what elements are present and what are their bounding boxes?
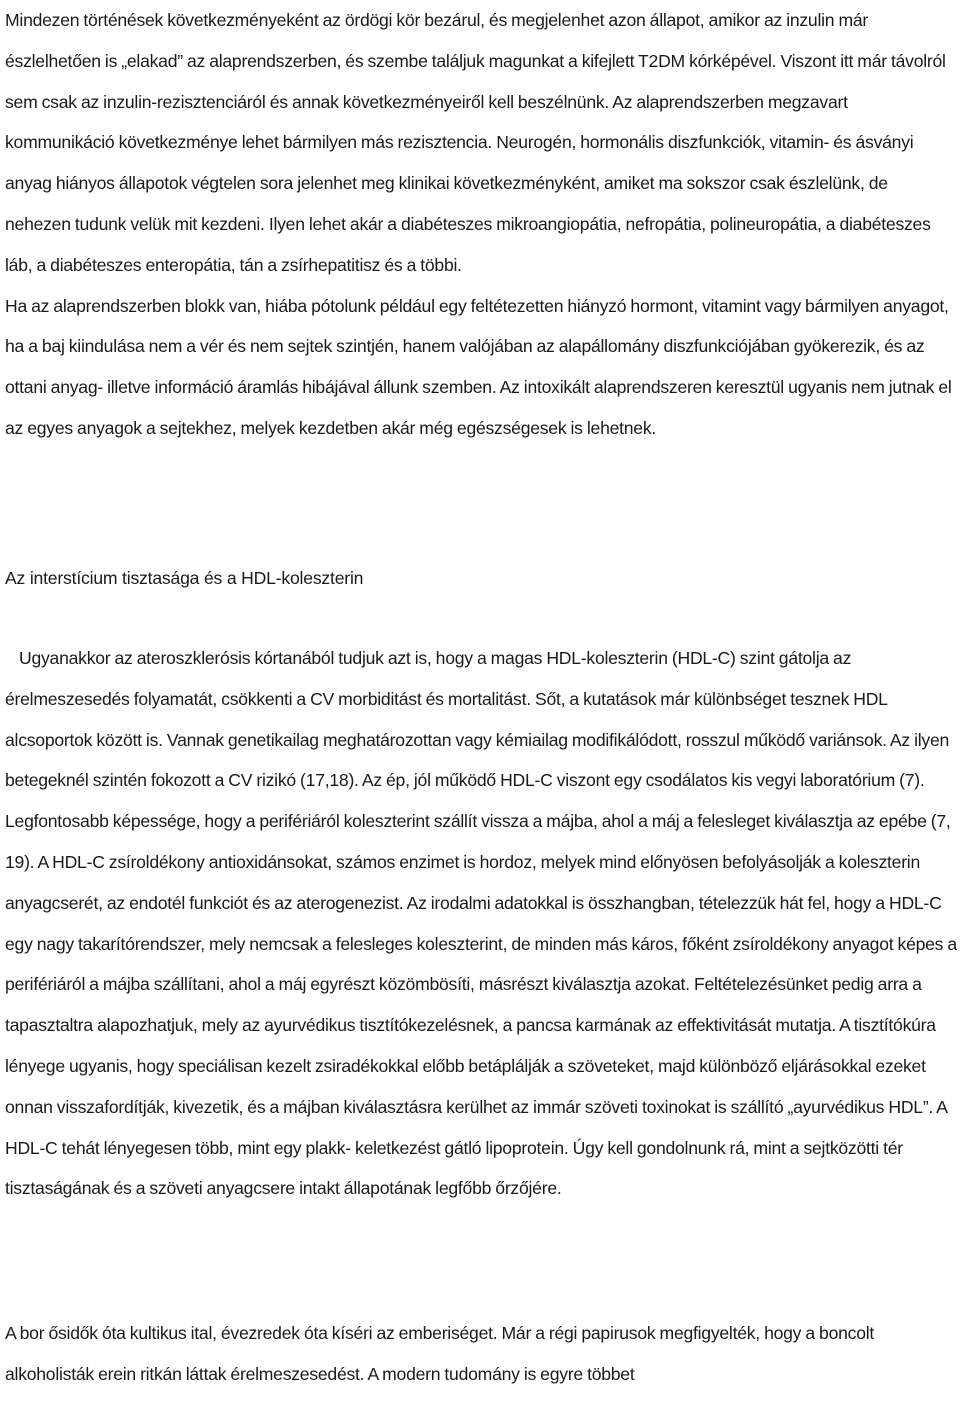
paragraph-wine: A bor ősidők óta kultikus ital, évezredek óta kíséri az emberiséget. Már a régi papirusok megfigyelték, hogy a boncolt alkoholisták erein ritkán láttak érelmeszesedést. A modern tudomány is egyre többet bbox=[5, 1323, 875, 1384]
section-heading: Az interstícium tisztasága és a HDL-koleszterin bbox=[5, 568, 364, 588]
paragraph-segment-consequences: Neurogén, hormonális diszfunkciók, vitamin- és ásványi anyag hiányos állapotok végtelen sora jelenhet meg klinikai következményként, amiket ma sokszor csak észlelünk, de nehezen tudunk velük mit kezdeni. Ilyen lehet akár a diabéteszes mikroangiopátia, nefropátia, polineuropátia, a diabéteszes láb, a diabéteszes enteropátia, tán a zsírhepatitisz és a többi. bbox=[5, 132, 931, 275]
paragraph-segment-intro: Mindezen történések következményeként az ördögi kör bezárul, és megjelenhet azon állapot, amikor az inzulin már észlelhetően is „elakad” az alaprendszerben, és szembe találjuk magunkat a kifejlett T2DM kórképével. Viszont itt már távolról sem csak az inzulin-rezisztenciáról és annak következményeiről kell beszélnünk. Az alaprendszerben megzavart kommunikáció következménye lehet bármilyen más rezisztencia. bbox=[5, 10, 946, 153]
paragraph-hdl: Ugyanakkor az ateroszklerósis kórtanából tudjuk azt is, hogy a magas HDL-koleszterin (HDL-C) szint gátolja az érelmeszesedés folyamatát, csökkenti a CV morbiditást és mortalitást. Sőt, a kutatások már különbséget tesznek HDL alcsoportok között is. Vannak genetikailag meghatározottan vagy kémiailag modifikálódott, rosszul működő variánsok. Az ilyen betegeknél szintén fokozott a CV rizikó (17,18). Az ép, jól működő HDL-C viszont egy csodálatos kis vegyi laboratórium (7). Legfontosabb képessége, hogy a perifériáról koleszterint szállít vissza a májba, ahol a máj a felesleget kiválasztja az epébe (7, 19). A HDL-C zsíroldékony antioxidánsokat, számos enzimet is hordoz, melyek mind előnyösen befolyásolják a koleszterin anyagcserét, az endotél funkciót és az aterogenezist. Az irodalmi adatokkal is összhangban, tételezzük hát fel, hogy a HDL-C egy nagy takarítórendszer, mely nemcsak a felesleges koleszterint, de minden más káros, főként zsíroldékony anyagot képes a perifériáról a májba szállítani, ahol a máj egyrészt közömbösíti, másrészt kiválasztja azokat. Feltételezésünket pedig arra a tapasztaltra alapozhatjuk, mely az ayurvédikus tisztítókezelésnek, a pancsa karmának az effektivitását mutatja. A tisztítókúra lényege ugyanis, hogy speciálisan kezelt zsiradékokkal előbb betáplálják a szöveteket, majd különböző eljárásokkal ezeket onnan visszafordítják, kivezetik, és a májban kiválasztásra kerülhet az immár szöveti toxinokat is szállító „ayurvédikus HDL”. A HDL-C tehát lényegesen több, mint egy plakk- keletkezést gátló lipoprotein. Úgy kell gondolnunk rá, mint a sejtközötti tér tisztaságának és a szöveti anyagcsere intakt állapotának legfőbb őrzőjére. bbox=[5, 648, 957, 1199]
document-page bbox=[5, 0, 957, 1384]
paragraph-segment-blockage: Ha az alaprendszerben blokk van, hiába pótolunk például egy feltétezetten hiányzó hormont, vitamint vagy bármilyen anyagot, ha a baj kiindulása nem a vér és nem sejtek szintjén, hanem valójában az alapállomány diszfunkciójában gyökerezik, és az ottani anyag- illetve információ áramlás hibájával állunk szemben. Az intoxikált alaprendszeren keresztül ugyanis nem jutnak el az egyes anyagok a sejtekhez, melyek kezdetben akár még egészségesek is lehetnek. bbox=[5, 295, 952, 438]
paragraph-insulin-resistance bbox=[5, 0, 957, 449]
